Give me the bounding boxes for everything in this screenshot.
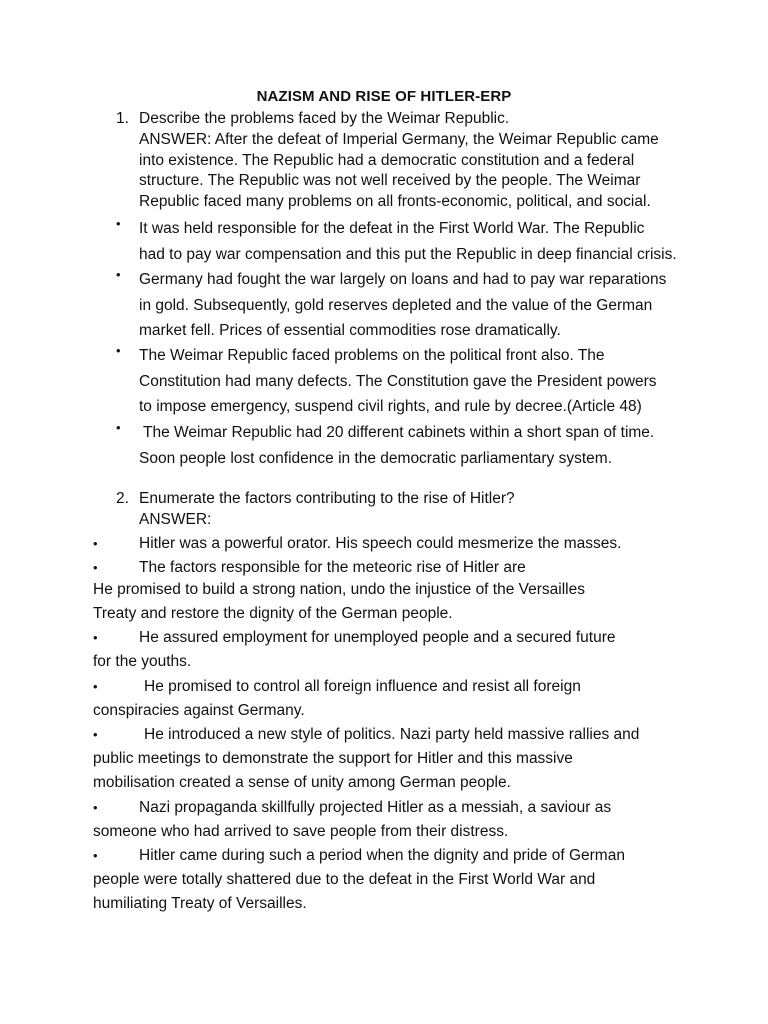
bullet-icon: • [93,630,98,645]
bullet-icon: • [116,216,121,231]
answer-line: into existence. The Republic had a democratic constitution and a federal [139,151,635,169]
bullet-icon: • [93,560,98,575]
list-item-line: mobilisation created a sense of unity among German people. [93,774,511,791]
list-item-line: market fell. Prices of essential commodities rose dramatically. [139,322,561,339]
bullet-icon: • [93,800,98,815]
bullet-icon: • [93,679,98,694]
bullet-icon: • [93,727,98,742]
list-item-line: for the youths. [93,653,192,670]
list-item-line: humiliating Treaty of Versailles. [93,895,307,912]
bullet-icon: • [93,848,98,863]
question-number: 1. [116,110,129,127]
list-item-line: Germany had fought the war largely on loans and had to pay war reparations [139,271,667,288]
list-item-line: Nazi propaganda skillfully projected Hitler as a messiah, a saviour as [139,799,612,816]
list-item-line: He introduced a new style of politics. Nazi party held massive rallies and [144,726,640,743]
list-item-line: to impose emergency, suspend civil rights, and rule by decree.(Article 48) [139,398,642,415]
bullet-icon: • [116,343,121,358]
question-1 [0,109,768,129]
list-item-line: someone who had arrived to save people from their distress. [93,823,509,840]
list-item-line: The Weimar Republic had 20 different cabinets within a short span of time. [139,424,655,441]
list-item-line: It was held responsible for the defeat in the First World War. The Republic [139,220,645,237]
answer-label: ANSWER: [139,511,212,528]
bullet-icon: • [93,536,98,551]
list-item-line: in gold. Subsequently, gold reserves depleted and the value of the German [139,296,653,314]
answer-line: Republic faced many problems on all fronts-economic, political, and social. [139,192,651,210]
list-item-line: The factors responsible for the meteoric rise of Hitler are [139,559,526,576]
list-item-line: had to pay war compensation and this put the Republic in deep financial crisis. [139,245,677,263]
bullet-icon: • [116,420,121,435]
paragraph-line: He promised to build a strong nation, undo the injustice of the Versailles [93,581,585,598]
answer-paragraph [139,130,679,212]
document-title: NAZISM AND RISE OF HITLER-ERP [256,88,512,105]
list-item-line: public meetings to demonstrate the support for Hitler and this massive [93,750,573,767]
answer-label-row [139,510,679,530]
list-item-line: Hitler was a powerful orator. His speech could mesmerize the masses. [139,535,622,552]
bullet-icon: • [116,267,121,282]
paragraph-line: Treaty and restore the dignity of the German people. [93,605,453,622]
list-item-line: Constitution had many defects. The Constitution gave the President powers [139,372,657,390]
list-item-line: Hitler came during such a period when the dignity and pride of German [139,847,625,864]
question-text: Describe the problems faced by the Weimar Republic. [139,110,510,127]
list-item-line: The Weimar Republic faced problems on the political front also. The [139,347,605,364]
answer-line: structure. The Republic was not well received by the people. The Weimar [139,172,641,189]
question-text: Enumerate the factors contributing to the rise of Hitler? [139,490,515,507]
question-2 [0,489,768,509]
list-item-line: people were totally shattered due to the defeat in the First World War and [93,871,596,888]
list-item-line: conspiracies against Germany. [93,702,305,719]
list-item-line: He promised to control all foreign influence and resist all foreign [144,678,581,695]
list-item-line: Soon people lost confidence in the democratic parliamentary system. [139,449,612,467]
question-number: 2. [116,490,129,507]
list-item-line: He assured employment for unemployed people and a secured future [139,629,616,646]
answer-line: ANSWER: After the defeat of Imperial Germany, the Weimar Republic came [139,131,659,148]
